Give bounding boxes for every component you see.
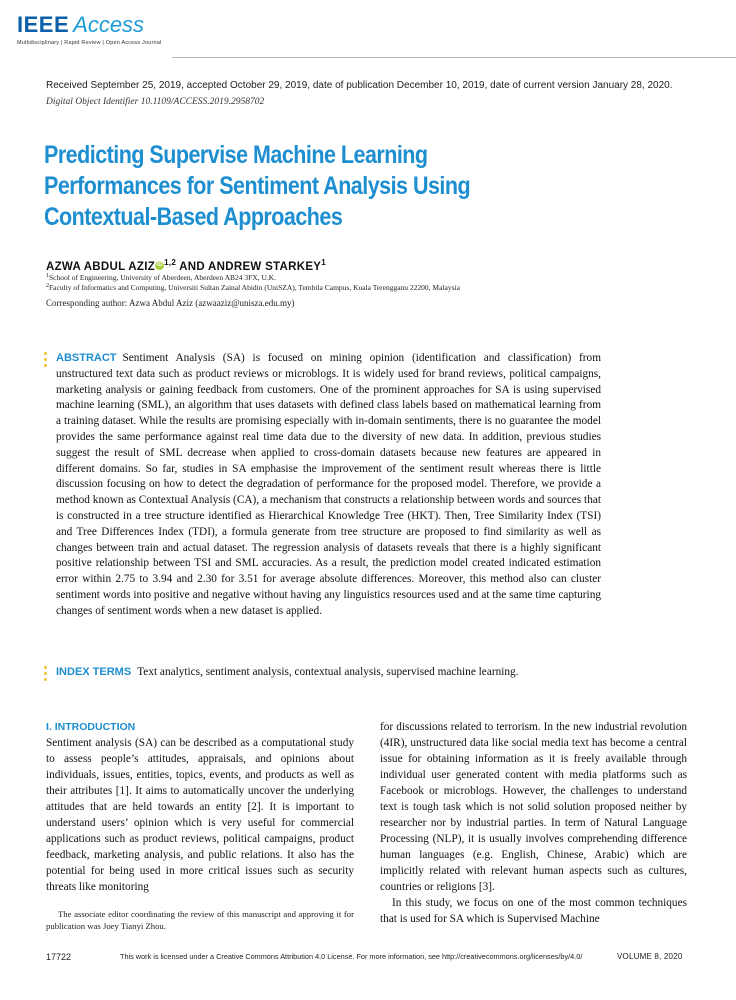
author-superscript: 1: [321, 258, 327, 267]
logo-ieee-text: IEEE: [17, 12, 70, 37]
logo-tagline: Multidisciplinary | Rapid Review | Open Access Journal: [17, 40, 162, 46]
orcid-icon[interactable]: iD: [156, 262, 163, 268]
introduction-right-column: [380, 719, 687, 927]
author-list: [46, 258, 646, 273]
paragraph: Sentiment analysis (SA) can be described as a computational study to assess people’s attitudes, appraisals, and opinions about individuals, issues, entities, topics, events, and products as well as their attributes [1]. It aims to automatically uncover the underlying attitudes that are held towards an entity [2]. It is important to understand users’ opinion which is very useful for commercial applications such as product reviews, political campaigns, product feedback, marketing analysis, and public relations. It also has the potential for being used in more critical issues such as security threats like monitoring: [46, 737, 354, 893]
author-superscript: 1,2: [164, 258, 177, 267]
index-terms: [56, 665, 676, 680]
abstract-marker-dots: [44, 352, 48, 370]
page-number: 17722: [46, 952, 72, 962]
abstract: [56, 351, 601, 620]
title-line: Predicting Supervise Machine Learning: [44, 141, 428, 169]
logo-access-text: Access: [73, 12, 145, 37]
abstract-text: Sentiment Analysis (SA) is focused on mining opinion (identification and classification) from unstructured text data such as product reviews or microblogs. It is widely used for brand reviews, political campaigns, marketing analysis or gaining feedback from customers. One of the prominent approaches for SA is using supervised machine learning (SML), an algorithm that uses datasets with defined class labels based on mathematical learning from a training dataset. While the results are promising especially with in-domain sentiments, there is no guarantee the model provides the same performance against real time data due to the diversity of new data. In addition, previous studies suggest the result of SML decrease when applied to cross-domain datasets because new features are appeared in different domains. So far, studies in SA emphasise the improvement of the sentiment result whereas there is little discussion focusing on how to detect the degradation of performance for the proposed model. Therefore, we provide a method known as Contextual Analysis (CA), a mechanism that constructs a relationship between words and sources that is constructed in a tree structure identified as Hierarchical Knowledge Tree (HKT). Then, Tree Similarity Index (TSI) and Tree Differences Index (TDI), a formula generate from tree structure are proposed to find similarity as well as changes between train and actual dataset. The regression analysis of datasets reveals that there is a highly significant positive relationship between TSI and SML accuracies. As a result, the prediction model created indicated estimation error within 2.75 to 3.94 and 2.30 for 3.51 for average absolute differences. Moreover, this method also can cluster sentiment words into positive and negative without having any linguistics resources used and at the same time capturing changes of sentiment words when a new dataset is applied.: [56, 352, 601, 617]
paper-title: [44, 140, 577, 233]
paragraph: for discussions related to terrorism. In the new industrial revolution (4IR), unstructured data like social media text has become a central issue for obtaining information as it is freely available through individual user generated content with media platforms such as Facebook or microblogs. However, the challenges to understand text is tough task which is not solid solution proposed neither by researcher nor by industrial parties. In term of Natural Language Processing (NLP), it is usually involves comprehending difference human languages (e.g. English, Chinese, Arabic) which are implicitly related with relevant human aspects such as cultures, countries or religions [3].: [380, 721, 687, 893]
ieee-access-logo: [17, 12, 187, 56]
abstract-label: ABSTRACT: [56, 352, 117, 364]
affiliation-1: $^1$School of Engineering, University of Aberdeen, Aberdeen AB24 3FX, U.K.: [46, 273, 277, 282]
title-line: Performances for Sentiment Analysis Using: [44, 172, 471, 200]
license-notice[interactable]: This work is licensed under a Creative Commons Attribution 4.0 License. For more information, see http://creativecommons.org/licenses/by/4.0/: [120, 952, 583, 961]
received-dates: Received September 25, 2019, accepted October 29, 2019, date of publication December 10, 2019, date of current version January 28, 2020.: [46, 80, 673, 91]
volume-label: VOLUME 8, 2020: [617, 952, 683, 961]
index-terms-marker-dots: [44, 666, 48, 684]
index-terms-text: Text analytics, sentiment analysis, contextual analysis, supervised machine learning.: [137, 666, 519, 678]
corresponding-author: Corresponding author: Azwa Abdul Aziz (azwaaziz@unisza.edu.my): [46, 298, 295, 308]
author-name: AZWA ABDUL AZIZ: [46, 261, 156, 273]
affiliation-2: $^2$Faculty of Informatics and Computing, Universiti Sultan Zainal Abidin (UniSZA), Tembila Campus, Kuala Terengganu 22200, Malaysia: [46, 283, 460, 292]
paragraph: In this study, we focus on one of the most common techniques that is used for SA which is Supervised Machine: [380, 897, 687, 925]
index-terms-label: INDEX TERMS: [56, 666, 132, 678]
doi-line: Digital Object Identifier 10.1109/ACCESS.2019.2958702: [46, 97, 265, 107]
author-name: AND ANDREW STARKEY: [176, 261, 322, 273]
editor-footnote: The associate editor coordinating the review of this manuscript and approving it for publication was Joey Tianyi Zhou.: [46, 909, 354, 931]
introduction-left-column: [46, 719, 354, 895]
title-line: Contextual-Based Approaches: [44, 203, 343, 231]
header-divider: [172, 57, 736, 58]
section-heading: I. INTRODUCTION: [46, 721, 136, 733]
